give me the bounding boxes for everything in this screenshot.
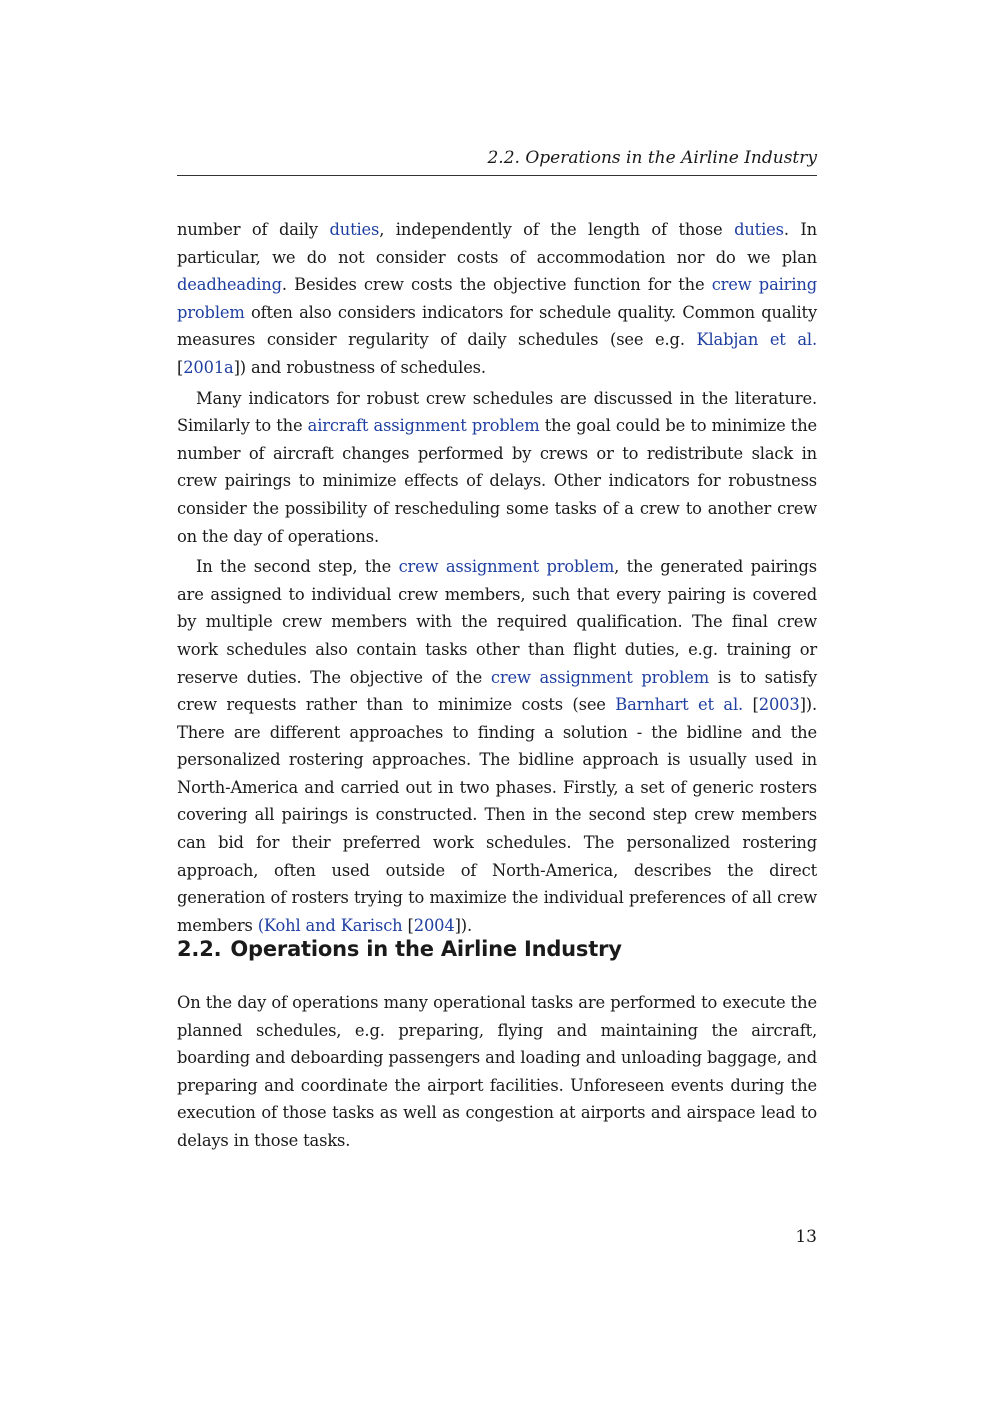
- citation-link-year[interactable]: 2004: [413, 915, 455, 935]
- text-span: is to satisfy crew requests rather than to minimize costs (see: [177, 667, 817, 715]
- section-title: Operations in the Airline Industry: [230, 937, 622, 961]
- text-span: . In particular, we do not consider costs of accommodation nor do we plan: [177, 220, 817, 267]
- text-span: often also considers indicators for schedule quality. Common quality measures consider regularity of daily schedules (see e.g.: [177, 302, 817, 350]
- glossary-link-crew-pairing-problem[interactable]: crew pairing problem: [177, 275, 817, 322]
- glossary-link-crew-assignment-problem[interactable]: crew assignment problem: [398, 557, 615, 577]
- citation-link-author[interactable]: Barnhart et al.: [615, 695, 744, 715]
- text-span: , independently of the length of those: [379, 220, 735, 239]
- text-span: [: [177, 357, 184, 377]
- glossary-link-crew-assignment-problem[interactable]: crew assignment problem: [490, 667, 710, 687]
- text-span: In the second step, the: [196, 557, 399, 577]
- citation-link-author[interactable]: (Kohl and Karisch: [257, 915, 403, 935]
- section-body: [177, 989, 817, 1155]
- section-heading: [177, 933, 817, 965]
- text-span: [: [743, 695, 759, 715]
- text-span: [: [402, 915, 414, 935]
- page-number: 13: [795, 1227, 817, 1247]
- text-span: the goal could be to minimize the number of aircraft changes performed by crews or to redistribute slack in crew pairings to minimize effects of delays. Other indicators for robustness consider the possibility of rescheduling some tasks of a crew to another crew on the day of operations.: [177, 416, 818, 546]
- running-header: 2.2. Operations in the Airline Industry: [177, 146, 817, 176]
- text-span: ]) and robustness of schedules.: [233, 357, 486, 377]
- glossary-link-duties[interactable]: duties: [329, 220, 380, 239]
- citation-link-year[interactable]: 2003: [758, 695, 800, 715]
- citation-link-year[interactable]: 2001a: [183, 357, 234, 377]
- citation-link-author[interactable]: Klabjan et al.: [696, 330, 817, 350]
- text-span: , the generated pairings are assigned to individual crew members, such that every pairing is covered by multiple crew members with the required qualification. The final crew work schedules also contain tasks other than flight duties, e.g. training or reserve duties. The objective of the: [177, 557, 817, 687]
- section-number: 2.2.: [177, 937, 222, 961]
- paragraph: On the day of operations many operational tasks are performed to execute the planned schedules, e.g. preparing, flying and maintaining the aircraft, boarding and deboarding passengers and loading and unloading baggage, and preparing and coordinate the airport facilities. Unforeseen events during the execution of those tasks as well as congestion at airports and airspace lead to delays in those tasks.: [177, 993, 817, 1150]
- text-span: . Besides crew costs the objective function for the: [281, 275, 712, 295]
- text-span: ]).: [454, 915, 473, 935]
- body-text: [177, 216, 817, 942]
- glossary-link-aircraft-assignment-problem[interactable]: aircraft assignment problem: [307, 416, 540, 436]
- glossary-link-duties[interactable]: duties: [734, 220, 784, 239]
- text-span: Many indicators for robust crew schedules are discussed in the literature. Similarly to the: [177, 388, 817, 436]
- text-span: number of daily: [177, 220, 330, 239]
- paragraph: [177, 385, 817, 551]
- paragraph: [177, 216, 817, 382]
- glossary-link-deadheading[interactable]: deadheading: [177, 275, 282, 295]
- paragraph: [177, 553, 817, 939]
- text-span: ]). There are different approaches to finding a solution - the bidline and the personalized rostering approaches. The bidline approach is usually used in North-America and carried out in two phases. Firstly, a set of generic rosters covering all pairings is constructed. Then in the second step crew members can bid for their preferred work schedules. The personalized rostering approach, often used outside of North-America, describes the direct generation of rosters trying to maximize the individual preferences of all crew members: [177, 695, 818, 935]
